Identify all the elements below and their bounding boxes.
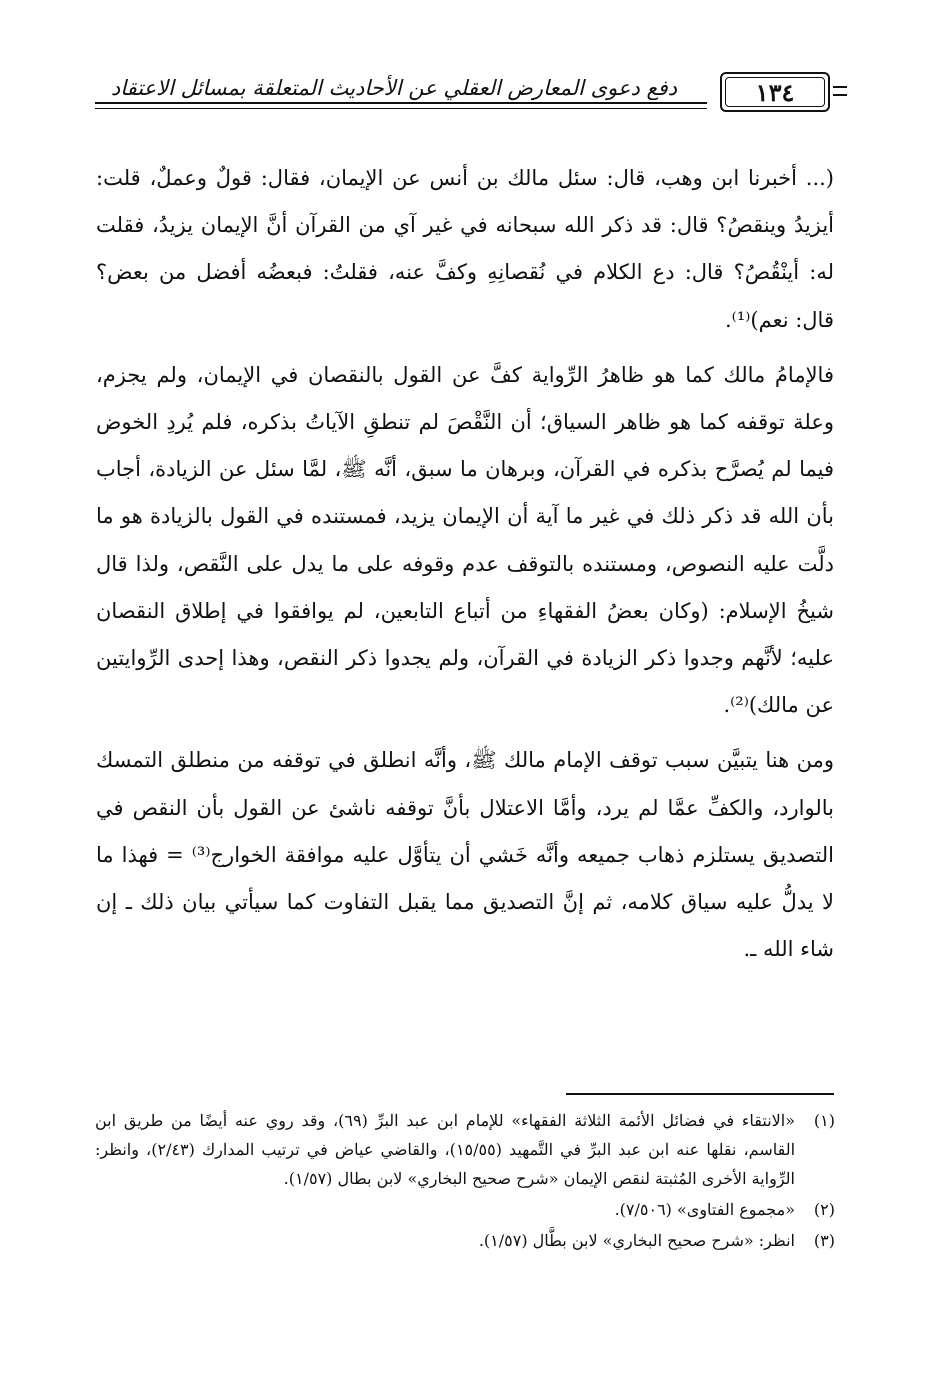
footnotes <box>95 1106 835 1255</box>
book-title: دفع دعوى المعارض العقلي عن الأحاديث المتعلقة بمسائل الاعتقاد <box>110 76 678 100</box>
paragraph-commentary: فالإمامُ مالك كما هو ظاهرُ الرِّواية كفَّ عن القول بالنقصان في الإيمان، ولم يجزم، وعلة توقفه كما هو ظاهر السياق؛ أن النَّقْصَ لم تنطقِ الآياتُ بذكره، فلم يُردِ الخوض فيما لم يُصرَّح بذكره في القرآن، وبرهان ما سبق، أنَّه ﷺ، لمَّا سئل عن الزيادة، أجاب بأن الله قد ذكر ذلك في غير ما آية أن الإيمان يزيد، فمستنده في القول بالزيادة هو ما دلَّت عليه النصوص، ومستنده بالتوقف عدم وقوفه على ما يدل على النَّقص، ولذا قال شيخُ الإسلام: (وكان بعضُ الفقهاءِ من أتباع التابعين، لم يوافقوا في إطلاق النقصان عليه؛ لأنَّهم وجدوا ذكر الزيادة في القرآن، ولم يجدوا ذكر النقص، وهذا إحدى الرِّوايتين عن مالك)⁽²⁾. <box>96 362 834 718</box>
paragraph-quote: (... أخبرنا ابن وهب، قال: سئل مالك بن أنس عن الإيمان، فقال: قولٌ وعملٌ، قلت: أيزيدُ وينقصُ؟ قال: قد ذكر الله سبحانه في غير آي من القرآن أنَّ الإيمان يزيدُ، فقلت له: أينْقُصُ؟ قال: دع الكلام في نُقصانِهِ وكفَّ عنه، فقلتُ: فبعضُه أفضل من بعض؟ قال: نعم)⁽¹⁾. <box>96 166 834 332</box>
footnote <box>95 1106 835 1193</box>
footnote-separator <box>566 1093 834 1095</box>
page-number-frame <box>720 72 830 112</box>
footnote-text: «الانتقاء في فضائل الأئمة الثلاثة الفقهاء» للإمام ابن عبد البرِّ (٦٩)، وقد روي عنه أيضًا من طريق ابن القاسم، نقلها عنه ابن عبد البرِّ في التَّمهيد (١٥/٥٥)، والقاضي عياض في ترتيب المدارك (٢/٤٣)، وانظر: الرِّواية الأخرى المُثبتة لنقص الإيمان «شرح صحيح البخاري» لابن بطال (١/٥٧). <box>95 1111 796 1188</box>
main-text <box>96 155 834 973</box>
footnote-text: «مجموع الفتاوى» (٧/٥٠٦). <box>614 1200 795 1219</box>
header-ornament <box>833 94 847 96</box>
footnote-text: انظر: «شرح صحيح البخاري» لابن بطَّال (١/٥٧). <box>478 1231 795 1250</box>
footnote <box>95 1195 835 1224</box>
footnote-number: (١) <box>813 1111 835 1130</box>
header-ornament <box>833 86 847 88</box>
footnote <box>95 1226 835 1255</box>
footnote-number: (٢) <box>813 1200 835 1219</box>
page-number: ١٣٤ <box>755 77 795 107</box>
header-rule-thin <box>95 108 707 109</box>
header-rule <box>95 102 707 104</box>
running-header <box>95 72 833 122</box>
paragraph-conclusion: ومن هنا يتبيَّن سبب توقف الإمام مالك ﷺ، وأنَّه انطلق في توقفه من منطلق التمسك بالوارد، والكفِّ عمَّا لم يرد، وأمَّا الاعتلال بأنَّ توقفه ناشئ عن القول بأن النقص في التصديق يستلزم ذهاب جميعه وأنَّه خَشي أن يتأوَّل عليه موافقة الخوارج⁽³⁾ = فهذا ما لا يدلُّ عليه سياق كلامه، ثم إنَّ التصديق مما يقبل التفاوت كما سيأتي بيان ذلك ـ إن شاء الله ـ. <box>96 748 834 962</box>
footnote-number: (٣) <box>813 1231 835 1250</box>
